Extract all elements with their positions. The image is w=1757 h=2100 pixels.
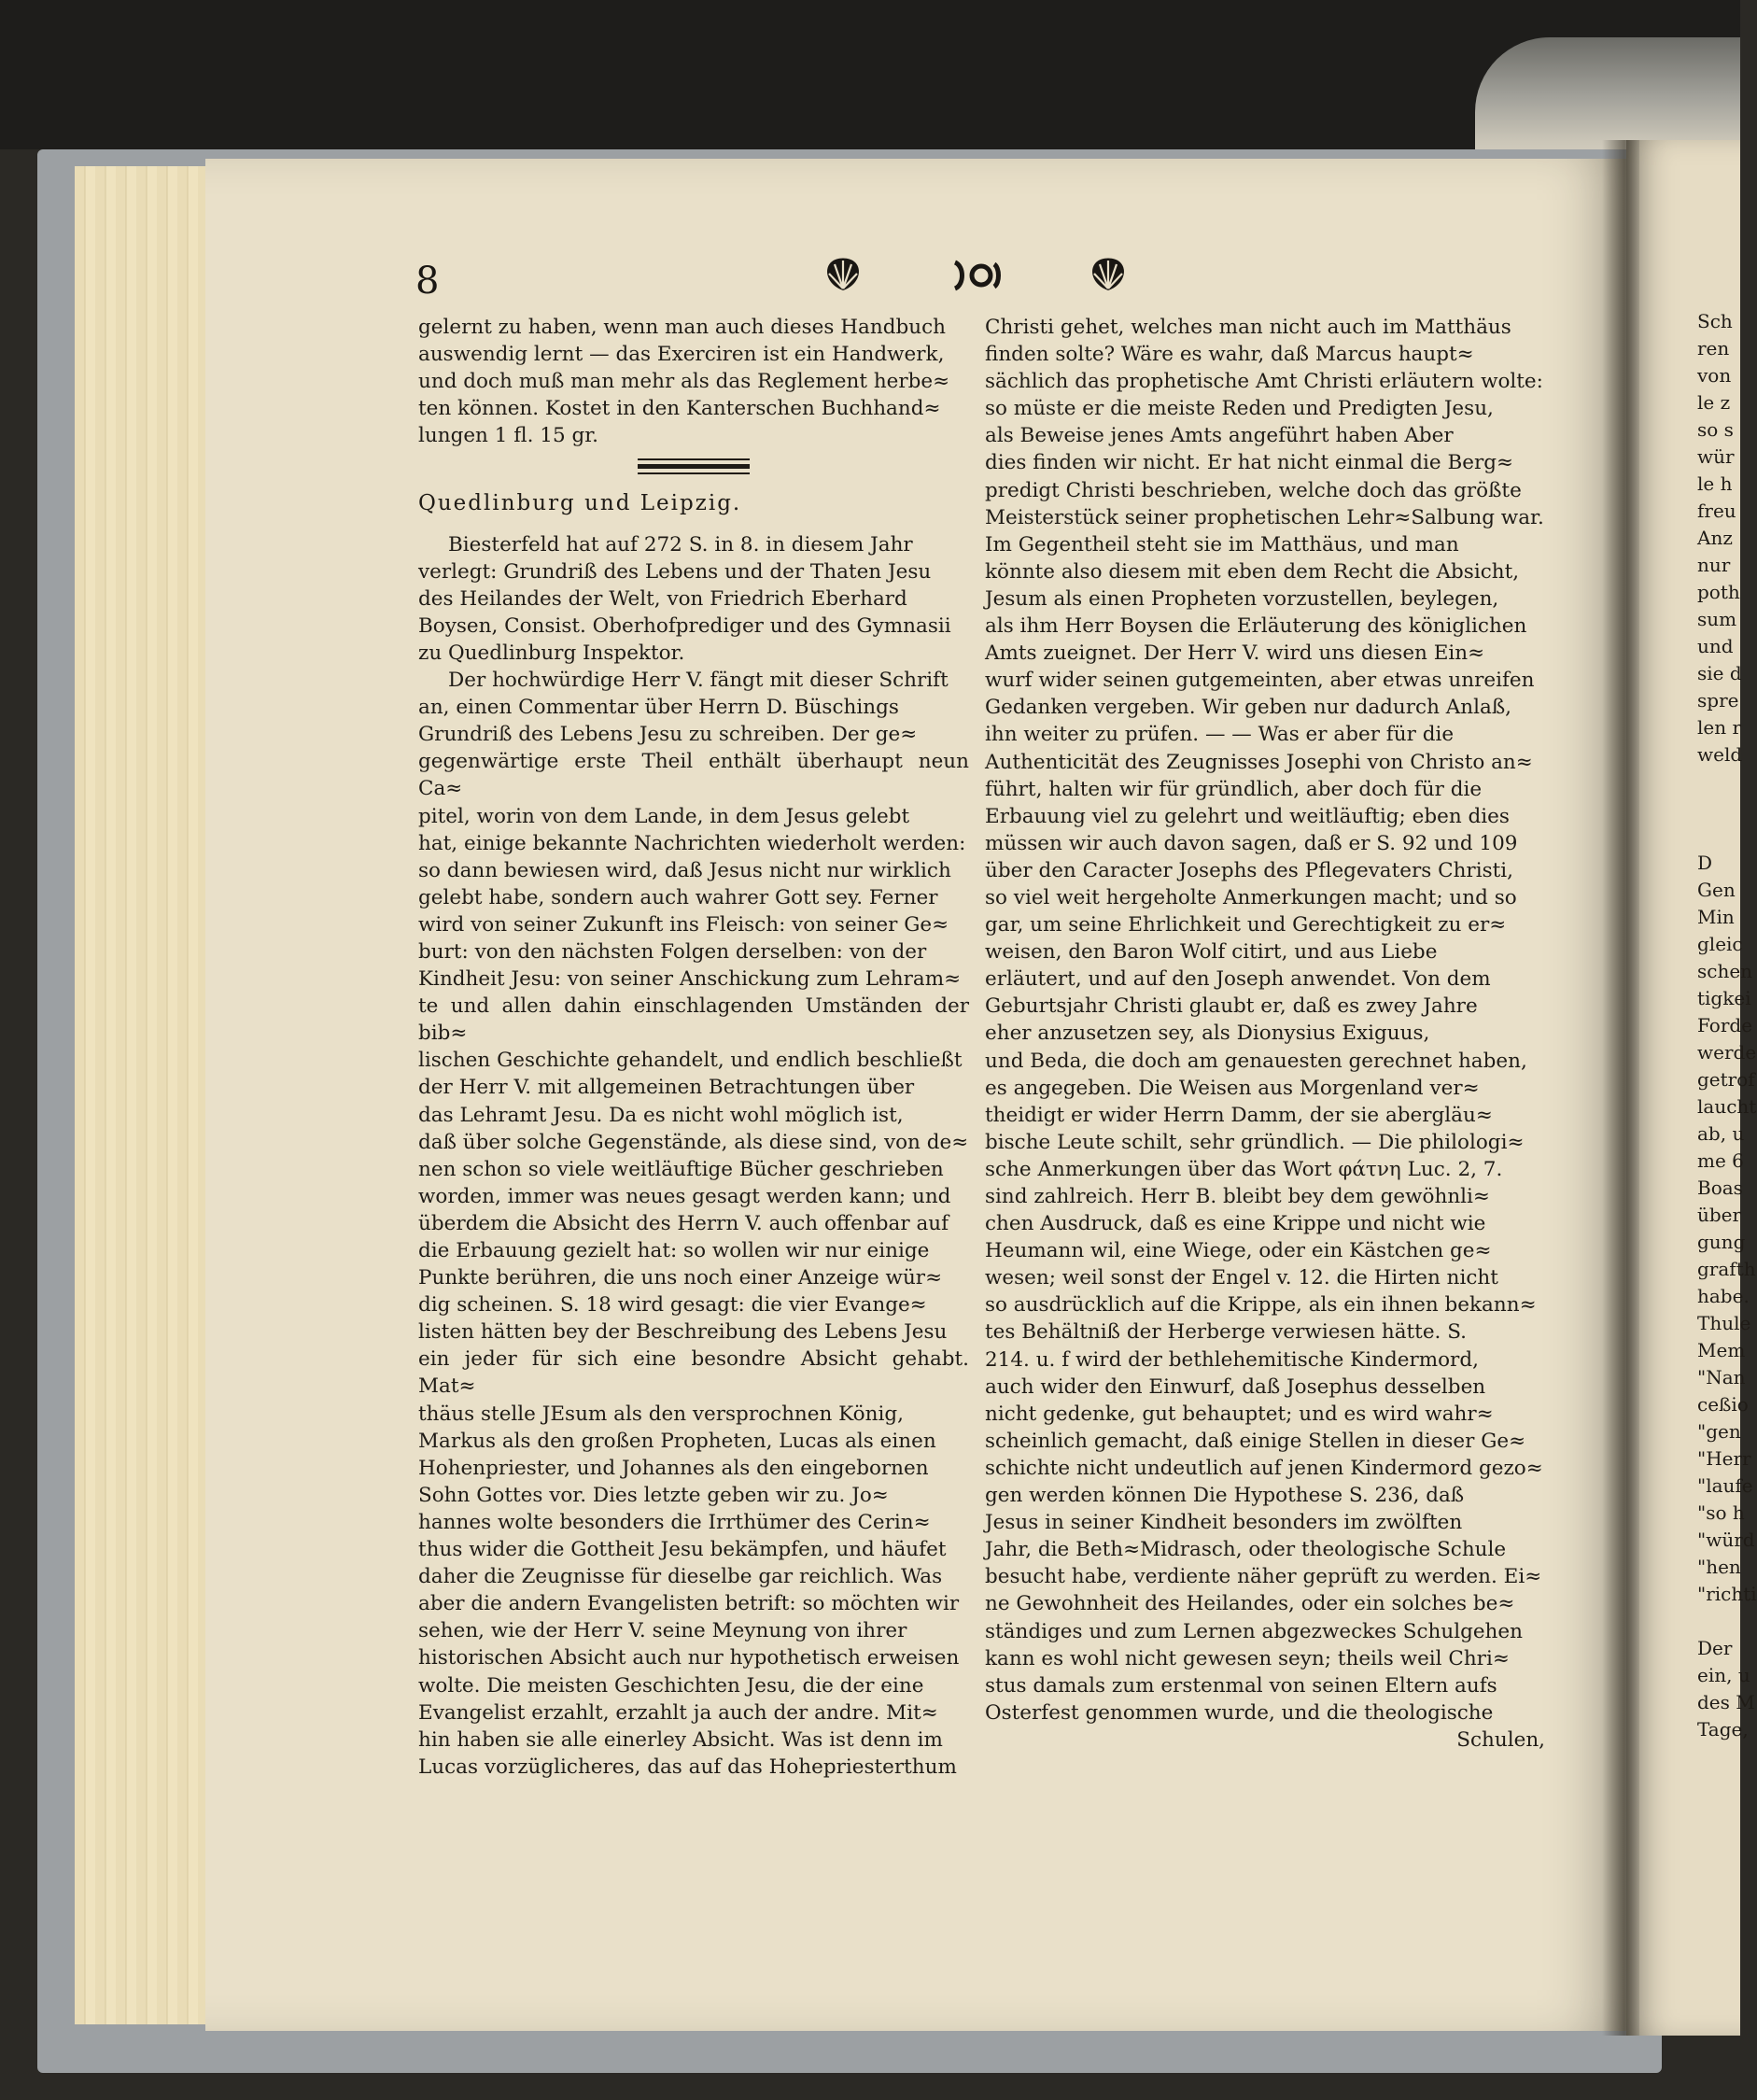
edge-text-fragment: le z [1697,391,1731,414]
edge-text-fragment [1697,1608,1753,1635]
text-line: könnte also diesem mit eben dem Recht die Absicht, [985,559,1520,584]
edge-text-fragment: nur [1697,554,1731,576]
section-divider-rule [418,449,969,483]
catchword: Schulen, [1456,1727,1545,1752]
text-line: gen werden können Die Hypothese S. 236, daß [985,1484,1465,1508]
text-line: Hohenpriester, und Johannes als den eingebornen [418,1456,929,1480]
text-line: Geburtsjahr Christi glaubt er, daß es zwey Jahre [985,994,1478,1019]
edge-text-fragment: tigkei [1697,987,1751,1009]
edge-text-fragment: "gen [1697,1420,1741,1443]
text-line: es angegeben. Die Weisen aus Morgenland ver≈ [985,1076,1480,1100]
edge-text-fragment: "Herr [1697,1447,1751,1470]
text-line: als Beweise jenes Amts angeführt haben Aber [985,424,1454,448]
text-line: worden, immer was neues gesagt werden kann; und [418,1184,951,1208]
text-line: Evangelist erzahlt, erzahlt ja auch der andre. Mit≈ [418,1700,938,1725]
text-line: wolte. Die meisten Geschichten Jesu, die der eine [418,1673,924,1698]
edge-text-fragment: ab, u [1697,1122,1745,1145]
text-line: predigt Christi beschrieben, welche doch das größte [985,478,1522,502]
edge-text-fragment: werde [1697,1041,1757,1064]
edge-text-fragment: des M [1697,1691,1755,1713]
text-line: lischen Geschichte gehandelt, und endlich beschließt [418,1049,963,1073]
text-line: aber die andern Evangelisten betrift: so möchten wir [418,1592,960,1616]
edge-text-fragment: Gen [1697,879,1736,901]
text-line: Im Gegentheil steht sie im Matthäus, und man [985,532,1459,557]
text-line: dies finden wir nicht. Er hat nicht einmal die Berg≈ [985,451,1514,475]
text-line: an, einen Commentar über Herrn D. Büschings [418,696,899,720]
text-line: listen hätten bey der Beschreibung des Lebens Jesu [418,1320,948,1345]
edge-text-fragment: Boas [1697,1177,1743,1199]
edge-text-fragment: spre [1697,689,1739,712]
edge-text-fragment: getrof [1697,1068,1755,1091]
text-line: Erbauung viel zu gelehrt und weitläuftig; eben dies [985,804,1510,828]
text-line: des Heilandes der Welt, von Friedrich Eberhard [418,586,907,611]
text-line: Kindheit Jesu: von seiner Anschickung zum Lehram≈ [418,967,962,992]
text-line: pitel, worin von dem Lande, in dem Jesus gelebt [418,804,910,828]
text-line: der Herr V. mit allgemeinen Betrachtungen über [418,1076,915,1100]
text-line: und Beda, die doch am genauesten gerechnet haben, [985,1049,1527,1073]
text-line: gegenwärtige erste Theil enthält überhaupt neun Ca≈ [418,750,969,801]
text-line: schichte nicht undeutlich auf jenen Kindermord gezo≈ [985,1456,1543,1480]
paragraph-2 [418,667,969,1781]
text-line: Der hochwürdige Herr V. fängt mit dieser Schrift [448,669,949,693]
edge-text-fragment: "so h [1697,1501,1745,1524]
edge-text-fragment: "hen [1697,1556,1741,1578]
text-line: thäus stelle JEsum als den versprochnen König, [418,1402,904,1426]
text-line: zu Quedlinburg Inspektor. [418,641,685,665]
edge-text-fragment: le h [1697,472,1733,495]
text-line: scheinlich gemacht, daß einige Stellen in dieser Ge≈ [985,1429,1526,1453]
header-ornament [822,252,1130,299]
edge-text-fragment: "laufe [1697,1474,1753,1497]
text-line: ten können. Kostet in den Kanterschen Buchhand≈ [418,397,941,421]
text-line: als ihm Herr Boysen die Erläuterung des königlichen [985,614,1527,639]
text-line: Jesum als einen Propheten vorzustellen, beylegen, [985,586,1499,611]
section-heading: Quedlinburg und Leipzig. [418,491,742,516]
edge-text-fragment: laucht [1697,1095,1757,1118]
text-line: Christi gehet, welches man nicht auch im Matthäus [985,316,1511,339]
text-line: ne Gewohnheit des Heilandes, oder ein solches be≈ [985,1592,1515,1616]
text-line: ihn weiter zu prüfen. — — Was er aber für die [985,723,1455,747]
text-line: Gedanken vergeben. Wir geben nur dadurch Anlaß, [985,696,1512,720]
text-line: ständiges und zum Lernen abgezweckes Schulgehen [985,1619,1523,1643]
edge-text-fragment: freu [1697,500,1736,522]
page-edges [75,166,215,2024]
next-page-fragments [1697,308,1757,1743]
right-text-column [985,314,1545,1754]
text-line: chen Ausdruck, daß es eine Krippe und nicht wie [985,1212,1486,1236]
text-line: Grundriß des Lebens Jesu zu schreiben. Der ge≈ [418,723,918,747]
edge-text-fragment: ein, u [1697,1664,1750,1686]
text-line: theidigt er wider Herrn Damm, der sie abergläu≈ [985,1103,1493,1127]
edge-text-fragment: "würd [1697,1529,1755,1551]
text-line: sehen, wie der Herr V. seine Meynung von ihrer [418,1619,907,1643]
edge-text-fragment: weld [1697,743,1743,766]
text-line: nen schon so viele weitläuftige Bücher geschrieben [418,1157,944,1181]
text-line: Authenticität des Zeugnisses Josephi von Christo an≈ [985,750,1533,774]
text-line: Boysen, Consist. Oberhofprediger und des Gymnasii [418,613,951,638]
text-line: Osterfest genommen wurde, und die theologische [985,1700,1494,1725]
text-line: über den Caracter Josephs des Pflegevaters Christi, [985,858,1513,882]
edge-text-fragment: sie d [1697,662,1742,684]
text-line: Sohn Gottes vor. Dies letzte geben wir zu. Jo≈ [418,1483,889,1507]
edge-text-fragment: und [1697,635,1734,657]
edge-text-fragment: über [1697,1204,1742,1226]
page-number: 8 [415,260,440,303]
edge-text-fragment: "Nan [1697,1366,1746,1388]
text-line: thus wider die Gottheit Jesu bekämpfen, und häufet [418,1538,947,1562]
edge-text-fragment: Forde [1697,1014,1753,1036]
text-line: Jahr, die Beth≈Midrasch, oder theologische Schule [985,1538,1507,1562]
text-line: kann es wohl nicht gewesen seyn; theils weil Chri≈ [985,1646,1510,1670]
edge-text-fragment: Anz [1697,527,1733,549]
edge-text-fragment [1697,768,1753,796]
text-line: wird von seiner Zukunft ins Fleisch: von seiner Ge≈ [418,912,949,937]
text-line: sächlich das prophetische Amt Christi erläutern wolte: [985,370,1543,394]
edge-text-fragment: wür [1697,445,1735,468]
text-line: so müste er die meiste Reden und Predigten Jesu, [985,397,1494,421]
text-line: nicht gedenke, gut behauptet; und es wird wahr≈ [985,1402,1494,1426]
text-line: ein jeder für sich eine besondre Absicht gehabt. Mat≈ [418,1347,969,1399]
text-line: Biesterfeld hat auf 272 S. in 8. in diesem Jahr [448,532,913,557]
edge-text-fragment: habe. [1697,1285,1750,1307]
text-line: so dann bewiesen wird, daß Jesus nicht nur wirklich [418,858,951,882]
text-line: 214. u. f wird der bethlehemitische Kindermord, [985,1347,1479,1372]
text-line: auch wider den Einwurf, daß Josephus desselben [985,1374,1486,1399]
text-line: finden solte? Wäre es wahr, daß Marcus haupt≈ [985,343,1474,367]
text-line: Meisterstück seiner prophetischen Lehr≈Salbung war. [985,505,1544,529]
edge-text-fragment: Mem [1697,1339,1746,1361]
edge-text-fragment: Thule [1697,1312,1751,1334]
text-line: dig scheinen. S. 18 wird gesagt: die vier Evange≈ [418,1293,927,1318]
text-line: wesen; weil sonst der Engel v. 12. die Hirten nicht [985,1266,1498,1290]
edge-text-fragment: so s [1697,418,1734,441]
text-line: so ausdrücklich auf die Krippe, als ein ihnen bekann≈ [985,1293,1537,1318]
text-line: tes Behältniß der Herberge verwiesen hätte. S. [985,1320,1468,1345]
left-text-column [418,314,969,1781]
text-line: weisen, den Baron Wolf citirt, und aus Liebe [985,940,1438,965]
text-line: Jesus in seiner Kindheit besonders im zwölften [985,1511,1463,1535]
edge-text-fragment [1697,796,1753,823]
edge-text-fragment: schen [1697,960,1753,982]
text-line: Lucas vorzüglicheres, das auf das Hohepriesterthum [418,1755,957,1779]
text-line: verlegt: Grundriß des Lebens und der Thaten Jesu [418,559,932,584]
book-gutter [1602,140,1639,2036]
text-line: hat, einige bekannte Nachrichten wiederholt werden: [418,831,966,855]
shell-ornament-icon [1087,257,1130,294]
scroll-ornament-icon [948,257,1004,294]
edge-text-fragment: me 6 [1697,1149,1744,1172]
text-line: hannes wolte besonders die Irrthümer des Cerin≈ [418,1510,931,1534]
text-line: Amts zueignet. Der Herr V. wird uns diesen Ein≈ [985,641,1485,666]
text-line: hin haben sie alle einerley Absicht. Was ist denn im [418,1727,943,1752]
text-line: lungen 1 fl. 15 gr. [418,424,598,448]
edge-text-fragment: Tage, [1697,1718,1749,1741]
edge-text-fragment: sum [1697,608,1737,630]
text-line: Heumann wil, eine Wiege, oder ein Kästchen ge≈ [985,1239,1492,1263]
edge-text-fragment: D [1697,852,1713,874]
text-line: sind zahlreich. Herr B. bleibt bey dem gewöhnli≈ [985,1185,1490,1208]
text-line: besucht habe, verdiente näher geprüft zu werden. Ei≈ [985,1565,1542,1589]
text-line: die Erbauung gezielt hat: so wollen wir nur einige [418,1239,930,1262]
text-line: daß über solche Gegenstände, als diese sind, von de≈ [418,1130,969,1154]
text-line: historischen Absicht auch nur hypothetisch erweisen [418,1646,960,1670]
right-column-lines [985,314,1545,1727]
edge-text-fragment: gung [1697,1231,1746,1253]
text-line: Markus als den großen Propheten, Lucas als einen [418,1429,936,1453]
edge-text-fragment: len r [1697,716,1742,739]
edge-text-fragment: Min [1697,906,1735,928]
edge-text-fragment: ren [1697,337,1730,359]
edge-text-fragment: Sch [1697,310,1733,332]
edge-text-fragment [1697,823,1753,850]
text-line: so viel weit hergeholte Anmerkungen macht; und so [985,885,1517,909]
text-line: führt, halten wir für gründlich, aber doch für die [985,777,1483,801]
edge-text-fragment: ceßio [1697,1393,1749,1416]
text-line: wurf wider seinen gutgemeinten, aber etwas unreifen [985,669,1535,693]
edge-text-fragment: gleic [1697,933,1743,955]
text-line: erläutert, und auf den Joseph anwendet. Von dem [985,967,1491,992]
edge-text-fragment: Der [1697,1637,1733,1659]
text-line: bische Leute schilt, sehr gründlich. — Die philologi≈ [985,1130,1525,1154]
text-line: Punkte berühren, die uns noch einer Anzeige wür≈ [418,1266,943,1290]
shell-ornament-icon [822,257,864,294]
edge-text-fragment: grafth [1697,1258,1756,1280]
text-line: überdem die Absicht des Herrn V. auch offenbar auf [418,1211,949,1235]
paragraph-1 [418,531,969,667]
text-line: auswendig lernt — das Exerciren ist ein Handwerk, [418,343,945,367]
text-line: gelebt habe, sondern auch wahrer Gott sey. Ferner [418,885,938,909]
text-line: te und allen dahin einschlagenden Umständen der bib≈ [418,994,969,1046]
text-line: burt: von den nächsten Folgen derselben: von der [418,939,927,964]
intro-lines [418,314,969,449]
text-line: sche Anmerkungen über das Wort φάτνη Luc. 2, 7. [985,1157,1503,1181]
text-line: stus damals zum erstenmal von seinen Eltern aufs [985,1673,1497,1698]
edge-text-fragment: poth [1697,581,1740,603]
text-line: eher anzusetzen sey, als Dionysius Exiguus, [985,1022,1430,1046]
edge-text-fragment: von [1697,364,1732,387]
text-line: gelernt zu haben, wenn man auch dieses Handbuch [418,316,946,339]
text-line: und doch muß man mehr als das Reglement herbe≈ [418,370,950,394]
edge-text-fragment: "richti [1697,1583,1757,1605]
text-line: gar, um seine Ehrlichkeit und Gerechtigkeit zu er≈ [985,913,1507,937]
text-line: daher die Zeugnisse für dieselbe gar reichlich. Was [418,1565,943,1589]
text-line: das Lehramt Jesu. Da es nicht wohl möglich ist, [418,1103,904,1127]
text-line: müssen wir auch davon sagen, daß er S. 92 und 109 [985,831,1518,855]
